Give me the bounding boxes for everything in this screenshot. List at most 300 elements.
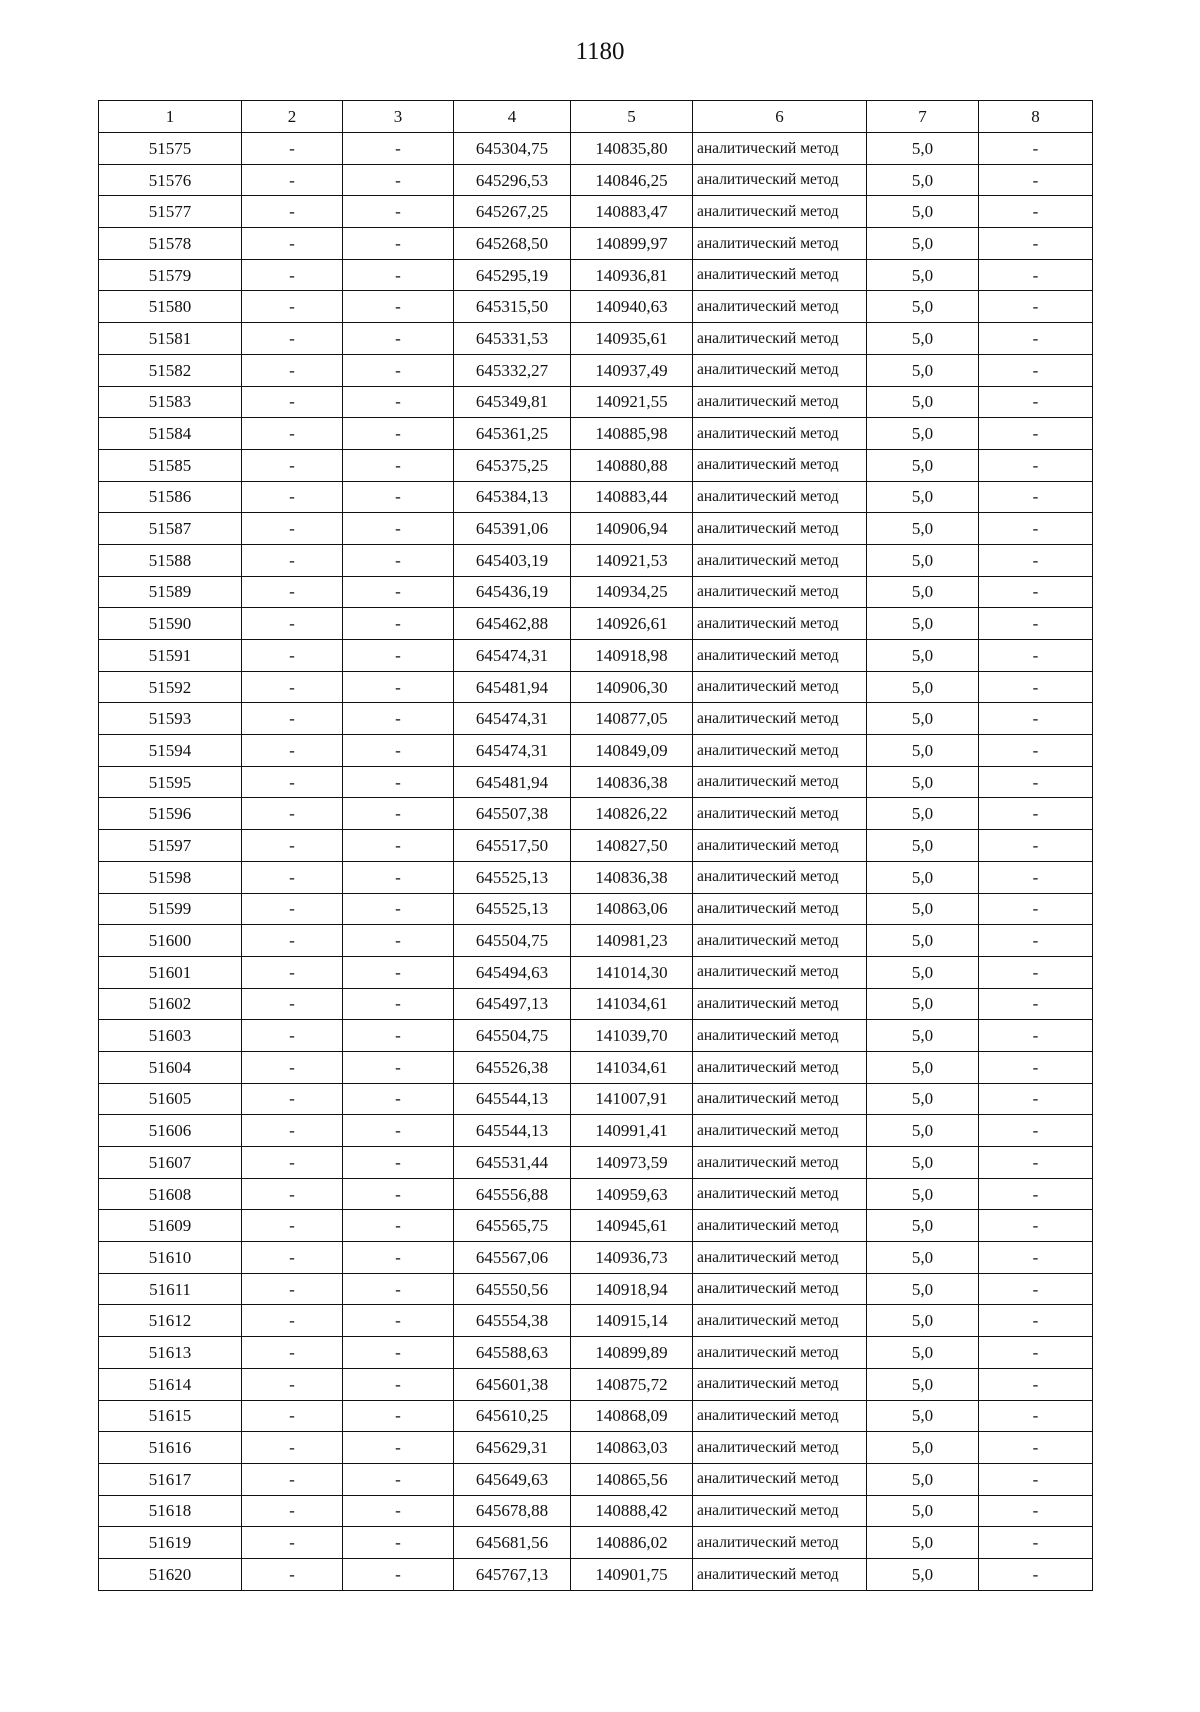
y-coordinate-cell: 140886,02: [571, 1527, 693, 1559]
point-number-cell: 51580: [99, 291, 242, 323]
col2-cell: -: [242, 1115, 343, 1147]
col3-cell: -: [343, 988, 454, 1020]
column-header: 2: [242, 101, 343, 133]
col3-cell: -: [343, 354, 454, 386]
y-coordinate-cell: 140875,72: [571, 1368, 693, 1400]
point-number-cell: 51613: [99, 1337, 242, 1369]
col2-cell: -: [242, 133, 343, 165]
method-cell: аналитический метод: [693, 1527, 867, 1559]
table-row: [99, 164, 1093, 196]
point-number-cell: 51591: [99, 640, 242, 672]
point-number-cell: 51599: [99, 893, 242, 925]
point-number-cell: 51593: [99, 703, 242, 735]
table-row: [99, 1495, 1093, 1527]
col3-cell: -: [343, 1368, 454, 1400]
method-cell: аналитический метод: [693, 228, 867, 260]
x-coordinate-cell: 645525,13: [454, 861, 571, 893]
col3-cell: -: [343, 1305, 454, 1337]
y-coordinate-cell: 140885,98: [571, 418, 693, 450]
point-number-cell: 51583: [99, 386, 242, 418]
page-number: 1180: [575, 38, 625, 65]
col2-cell: -: [242, 798, 343, 830]
y-coordinate-cell: 140827,50: [571, 830, 693, 862]
y-coordinate-cell: 140865,56: [571, 1463, 693, 1495]
method-cell: аналитический метод: [693, 1051, 867, 1083]
accuracy-cell: 5,0: [867, 449, 979, 481]
y-coordinate-cell: 140846,25: [571, 164, 693, 196]
x-coordinate-cell: 645349,81: [454, 386, 571, 418]
col3-cell: -: [343, 1337, 454, 1369]
col2-cell: -: [242, 893, 343, 925]
point-number-cell: 51604: [99, 1051, 242, 1083]
col2-cell: -: [242, 291, 343, 323]
col2-cell: -: [242, 449, 343, 481]
table-row: [99, 830, 1093, 862]
col8-cell: -: [979, 1400, 1093, 1432]
accuracy-cell: 5,0: [867, 1527, 979, 1559]
method-cell: аналитический метод: [693, 1400, 867, 1432]
method-cell: аналитический метод: [693, 988, 867, 1020]
y-coordinate-cell: 140835,80: [571, 133, 693, 165]
col3-cell: -: [343, 513, 454, 545]
table-row: [99, 513, 1093, 545]
method-cell: аналитический метод: [693, 703, 867, 735]
col2-cell: -: [242, 1400, 343, 1432]
method-cell: аналитический метод: [693, 1020, 867, 1052]
column-header: 5: [571, 101, 693, 133]
table-row: [99, 1273, 1093, 1305]
accuracy-cell: 5,0: [867, 830, 979, 862]
point-number-cell: 51617: [99, 1463, 242, 1495]
y-coordinate-cell: 140826,22: [571, 798, 693, 830]
method-cell: аналитический метод: [693, 608, 867, 640]
x-coordinate-cell: 645267,25: [454, 196, 571, 228]
x-coordinate-cell: 645544,13: [454, 1115, 571, 1147]
point-number-cell: 51615: [99, 1400, 242, 1432]
point-number-cell: 51618: [99, 1495, 242, 1527]
col2-cell: -: [242, 544, 343, 576]
col8-cell: -: [979, 576, 1093, 608]
point-number-cell: 51589: [99, 576, 242, 608]
x-coordinate-cell: 645649,63: [454, 1463, 571, 1495]
y-coordinate-cell: 141007,91: [571, 1083, 693, 1115]
y-coordinate-cell: 140921,53: [571, 544, 693, 576]
x-coordinate-cell: 645504,75: [454, 1020, 571, 1052]
table-row: [99, 861, 1093, 893]
col3-cell: -: [343, 640, 454, 672]
col2-cell: -: [242, 418, 343, 450]
col8-cell: -: [979, 1273, 1093, 1305]
x-coordinate-cell: 645295,19: [454, 259, 571, 291]
point-number-cell: 51588: [99, 544, 242, 576]
y-coordinate-cell: 140935,61: [571, 323, 693, 355]
accuracy-cell: 5,0: [867, 988, 979, 1020]
y-coordinate-cell: 140918,98: [571, 640, 693, 672]
y-coordinate-cell: 140906,94: [571, 513, 693, 545]
y-coordinate-cell: 140921,55: [571, 386, 693, 418]
accuracy-cell: 5,0: [867, 925, 979, 957]
table-row: [99, 1527, 1093, 1559]
col8-cell: -: [979, 1083, 1093, 1115]
accuracy-cell: 5,0: [867, 228, 979, 260]
x-coordinate-cell: 645375,25: [454, 449, 571, 481]
x-coordinate-cell: 645544,13: [454, 1083, 571, 1115]
y-coordinate-cell: 141014,30: [571, 956, 693, 988]
accuracy-cell: 5,0: [867, 1273, 979, 1305]
col8-cell: -: [979, 1147, 1093, 1179]
col8-cell: -: [979, 481, 1093, 513]
point-number-cell: 51602: [99, 988, 242, 1020]
accuracy-cell: 5,0: [867, 1020, 979, 1052]
x-coordinate-cell: 645403,19: [454, 544, 571, 576]
col8-cell: -: [979, 323, 1093, 355]
point-number-cell: 51610: [99, 1242, 242, 1274]
method-cell: аналитический метод: [693, 418, 867, 450]
col3-cell: -: [343, 1083, 454, 1115]
col8-cell: -: [979, 354, 1093, 386]
table-row: [99, 640, 1093, 672]
col2-cell: -: [242, 1051, 343, 1083]
col8-cell: -: [979, 1051, 1093, 1083]
column-header: 3: [343, 101, 454, 133]
y-coordinate-cell: 140945,61: [571, 1210, 693, 1242]
x-coordinate-cell: 645507,38: [454, 798, 571, 830]
point-number-cell: 51587: [99, 513, 242, 545]
table-row: [99, 1020, 1093, 1052]
col8-cell: -: [979, 608, 1093, 640]
method-cell: аналитический метод: [693, 544, 867, 576]
method-cell: аналитический метод: [693, 291, 867, 323]
accuracy-cell: 5,0: [867, 291, 979, 323]
col2-cell: -: [242, 1147, 343, 1179]
method-cell: аналитический метод: [693, 133, 867, 165]
col8-cell: -: [979, 449, 1093, 481]
col8-cell: -: [979, 1178, 1093, 1210]
x-coordinate-cell: 645331,53: [454, 323, 571, 355]
method-cell: аналитический метод: [693, 1495, 867, 1527]
point-number-cell: 51603: [99, 1020, 242, 1052]
col3-cell: -: [343, 1400, 454, 1432]
col8-cell: -: [979, 925, 1093, 957]
method-cell: аналитический метод: [693, 798, 867, 830]
y-coordinate-cell: 140915,14: [571, 1305, 693, 1337]
point-number-cell: 51596: [99, 798, 242, 830]
x-coordinate-cell: 645610,25: [454, 1400, 571, 1432]
col2-cell: -: [242, 1305, 343, 1337]
accuracy-cell: 5,0: [867, 766, 979, 798]
method-cell: аналитический метод: [693, 1147, 867, 1179]
method-cell: аналитический метод: [693, 671, 867, 703]
point-number-cell: 51597: [99, 830, 242, 862]
col3-cell: -: [343, 735, 454, 767]
col3-cell: -: [343, 1147, 454, 1179]
col8-cell: -: [979, 893, 1093, 925]
x-coordinate-cell: 645268,50: [454, 228, 571, 260]
col2-cell: -: [242, 766, 343, 798]
table-row: [99, 1178, 1093, 1210]
table-row: [99, 133, 1093, 165]
y-coordinate-cell: 140883,44: [571, 481, 693, 513]
col8-cell: -: [979, 259, 1093, 291]
x-coordinate-cell: 645474,31: [454, 703, 571, 735]
table-row: [99, 576, 1093, 608]
point-number-cell: 51601: [99, 956, 242, 988]
table-row: [99, 1558, 1093, 1590]
table-row: [99, 1432, 1093, 1464]
col3-cell: -: [343, 1242, 454, 1274]
y-coordinate-cell: 140906,30: [571, 671, 693, 703]
col3-cell: -: [343, 1558, 454, 1590]
y-coordinate-cell: 140934,25: [571, 576, 693, 608]
accuracy-cell: 5,0: [867, 164, 979, 196]
accuracy-cell: 5,0: [867, 893, 979, 925]
col8-cell: -: [979, 830, 1093, 862]
col2-cell: -: [242, 1083, 343, 1115]
y-coordinate-cell: 141034,61: [571, 988, 693, 1020]
accuracy-cell: 5,0: [867, 1495, 979, 1527]
y-coordinate-cell: 140981,23: [571, 925, 693, 957]
y-coordinate-cell: 140899,89: [571, 1337, 693, 1369]
col8-cell: -: [979, 988, 1093, 1020]
col3-cell: -: [343, 703, 454, 735]
accuracy-cell: 5,0: [867, 576, 979, 608]
method-cell: аналитический метод: [693, 386, 867, 418]
method-cell: аналитический метод: [693, 830, 867, 862]
x-coordinate-cell: 645304,75: [454, 133, 571, 165]
accuracy-cell: 5,0: [867, 861, 979, 893]
col3-cell: -: [343, 608, 454, 640]
column-header: 6: [693, 101, 867, 133]
method-cell: аналитический метод: [693, 1115, 867, 1147]
accuracy-cell: 5,0: [867, 1400, 979, 1432]
y-coordinate-cell: 140940,63: [571, 291, 693, 323]
col3-cell: -: [343, 544, 454, 576]
col3-cell: -: [343, 893, 454, 925]
y-coordinate-cell: 140991,41: [571, 1115, 693, 1147]
col2-cell: -: [242, 1558, 343, 1590]
table-row: [99, 1305, 1093, 1337]
accuracy-cell: 5,0: [867, 1337, 979, 1369]
table-row: [99, 893, 1093, 925]
col3-cell: -: [343, 228, 454, 260]
col2-cell: -: [242, 323, 343, 355]
table-row: [99, 291, 1093, 323]
col8-cell: -: [979, 133, 1093, 165]
table-row: [99, 1463, 1093, 1495]
x-coordinate-cell: 645678,88: [454, 1495, 571, 1527]
table-row: [99, 1210, 1093, 1242]
y-coordinate-cell: 140836,38: [571, 861, 693, 893]
col3-cell: -: [343, 766, 454, 798]
method-cell: аналитический метод: [693, 735, 867, 767]
col2-cell: -: [242, 830, 343, 862]
accuracy-cell: 5,0: [867, 1558, 979, 1590]
table-row: [99, 259, 1093, 291]
col2-cell: -: [242, 259, 343, 291]
col3-cell: -: [343, 1527, 454, 1559]
method-cell: аналитический метод: [693, 1305, 867, 1337]
x-coordinate-cell: 645531,44: [454, 1147, 571, 1179]
point-number-cell: 51584: [99, 418, 242, 450]
x-coordinate-cell: 645504,75: [454, 925, 571, 957]
point-number-cell: 51578: [99, 228, 242, 260]
table-row: [99, 323, 1093, 355]
col3-cell: -: [343, 418, 454, 450]
table-row: [99, 1242, 1093, 1274]
accuracy-cell: 5,0: [867, 354, 979, 386]
col3-cell: -: [343, 1432, 454, 1464]
accuracy-cell: 5,0: [867, 133, 979, 165]
col3-cell: -: [343, 1051, 454, 1083]
x-coordinate-cell: 645315,50: [454, 291, 571, 323]
y-coordinate-cell: 140888,42: [571, 1495, 693, 1527]
table-row: [99, 1337, 1093, 1369]
point-number-cell: 51605: [99, 1083, 242, 1115]
col8-cell: -: [979, 544, 1093, 576]
point-number-cell: 51577: [99, 196, 242, 228]
table-row: [99, 925, 1093, 957]
y-coordinate-cell: 140918,94: [571, 1273, 693, 1305]
point-number-cell: 51592: [99, 671, 242, 703]
accuracy-cell: 5,0: [867, 418, 979, 450]
method-cell: аналитический метод: [693, 861, 867, 893]
accuracy-cell: 5,0: [867, 1115, 979, 1147]
col3-cell: -: [343, 259, 454, 291]
x-coordinate-cell: 645565,75: [454, 1210, 571, 1242]
y-coordinate-cell: 140936,81: [571, 259, 693, 291]
x-coordinate-cell: 645517,50: [454, 830, 571, 862]
col2-cell: -: [242, 1368, 343, 1400]
point-number-cell: 51586: [99, 481, 242, 513]
col8-cell: -: [979, 1495, 1093, 1527]
col3-cell: -: [343, 164, 454, 196]
col8-cell: -: [979, 766, 1093, 798]
x-coordinate-cell: 645391,06: [454, 513, 571, 545]
column-header: 4: [454, 101, 571, 133]
col8-cell: -: [979, 164, 1093, 196]
col8-cell: -: [979, 956, 1093, 988]
y-coordinate-cell: 140863,06: [571, 893, 693, 925]
table-row: [99, 196, 1093, 228]
col3-cell: -: [343, 956, 454, 988]
x-coordinate-cell: 645481,94: [454, 671, 571, 703]
x-coordinate-cell: 645436,19: [454, 576, 571, 608]
y-coordinate-cell: 140877,05: [571, 703, 693, 735]
col3-cell: -: [343, 1020, 454, 1052]
column-header: 7: [867, 101, 979, 133]
point-number-cell: 51585: [99, 449, 242, 481]
accuracy-cell: 5,0: [867, 1463, 979, 1495]
col8-cell: -: [979, 1020, 1093, 1052]
point-number-cell: 51609: [99, 1210, 242, 1242]
table-row: [99, 988, 1093, 1020]
col8-cell: -: [979, 1527, 1093, 1559]
method-cell: аналитический метод: [693, 1242, 867, 1274]
col2-cell: -: [242, 1495, 343, 1527]
point-number-cell: 51607: [99, 1147, 242, 1179]
accuracy-cell: 5,0: [867, 1051, 979, 1083]
method-cell: аналитический метод: [693, 1337, 867, 1369]
method-cell: аналитический метод: [693, 925, 867, 957]
method-cell: аналитический метод: [693, 1273, 867, 1305]
table-row: [99, 228, 1093, 260]
col3-cell: -: [343, 1495, 454, 1527]
accuracy-cell: 5,0: [867, 1083, 979, 1115]
point-number-cell: 51611: [99, 1273, 242, 1305]
accuracy-cell: 5,0: [867, 798, 979, 830]
accuracy-cell: 5,0: [867, 196, 979, 228]
col2-cell: -: [242, 576, 343, 608]
col3-cell: -: [343, 133, 454, 165]
y-coordinate-cell: 140880,88: [571, 449, 693, 481]
col8-cell: -: [979, 1210, 1093, 1242]
col2-cell: -: [242, 861, 343, 893]
point-number-cell: 51619: [99, 1527, 242, 1559]
table-row: [99, 354, 1093, 386]
col8-cell: -: [979, 703, 1093, 735]
method-cell: аналитический метод: [693, 513, 867, 545]
col3-cell: -: [343, 291, 454, 323]
col2-cell: -: [242, 386, 343, 418]
accuracy-cell: 5,0: [867, 1305, 979, 1337]
table-header-row: [99, 101, 1093, 133]
col2-cell: -: [242, 988, 343, 1020]
col3-cell: -: [343, 1115, 454, 1147]
x-coordinate-cell: 645588,63: [454, 1337, 571, 1369]
table-row: [99, 608, 1093, 640]
col2-cell: -: [242, 640, 343, 672]
point-number-cell: 51616: [99, 1432, 242, 1464]
col2-cell: -: [242, 354, 343, 386]
point-number-cell: 51590: [99, 608, 242, 640]
x-coordinate-cell: 645481,94: [454, 766, 571, 798]
y-coordinate-cell: 140936,73: [571, 1242, 693, 1274]
accuracy-cell: 5,0: [867, 481, 979, 513]
point-number-cell: 51606: [99, 1115, 242, 1147]
method-cell: аналитический метод: [693, 956, 867, 988]
col3-cell: -: [343, 481, 454, 513]
col8-cell: -: [979, 513, 1093, 545]
col2-cell: -: [242, 925, 343, 957]
col3-cell: -: [343, 925, 454, 957]
col3-cell: -: [343, 386, 454, 418]
x-coordinate-cell: 645497,13: [454, 988, 571, 1020]
table-row: [99, 449, 1093, 481]
accuracy-cell: 5,0: [867, 1432, 979, 1464]
y-coordinate-cell: 140883,47: [571, 196, 693, 228]
col2-cell: -: [242, 1242, 343, 1274]
point-number-cell: 51581: [99, 323, 242, 355]
x-coordinate-cell: 645567,06: [454, 1242, 571, 1274]
x-coordinate-cell: 645550,56: [454, 1273, 571, 1305]
col2-cell: -: [242, 1527, 343, 1559]
x-coordinate-cell: 645601,38: [454, 1368, 571, 1400]
point-number-cell: 51600: [99, 925, 242, 957]
table-row: [99, 481, 1093, 513]
col2-cell: -: [242, 164, 343, 196]
x-coordinate-cell: 645474,31: [454, 640, 571, 672]
accuracy-cell: 5,0: [867, 544, 979, 576]
col2-cell: -: [242, 1337, 343, 1369]
y-coordinate-cell: 140899,97: [571, 228, 693, 260]
accuracy-cell: 5,0: [867, 956, 979, 988]
method-cell: аналитический метод: [693, 766, 867, 798]
col2-cell: -: [242, 1020, 343, 1052]
point-number-cell: 51612: [99, 1305, 242, 1337]
col8-cell: -: [979, 861, 1093, 893]
point-number-cell: 51614: [99, 1368, 242, 1400]
y-coordinate-cell: 140849,09: [571, 735, 693, 767]
